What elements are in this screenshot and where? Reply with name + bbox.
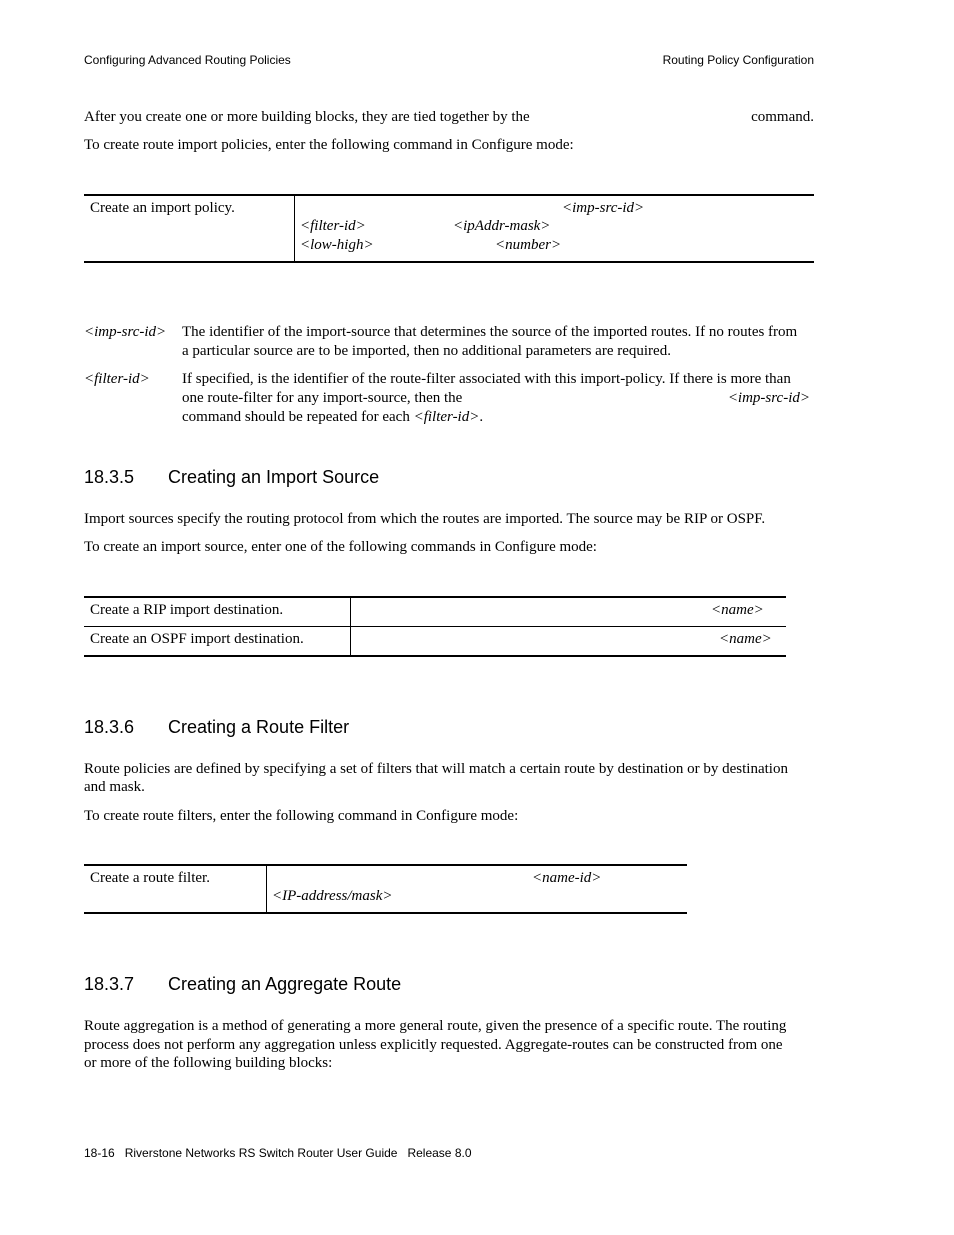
definition-text: The identifier of the import-source that determines the source of the imported routes. If no routes from: [182, 324, 798, 340]
definition-text: [182, 408, 483, 427]
definition-text-segment: .: [479, 409, 484, 425]
table-cell-command: <name>: [719, 631, 772, 647]
page-footer: 18-16 Riverstone Networks RS Switch Router User Guide Release 8.0: [84, 1146, 472, 1160]
table-divider: [266, 866, 267, 912]
table-divider: [350, 598, 351, 655]
section-title: Creating a Route Filter: [168, 717, 350, 737]
intro-line-1: After you create one or more building blocks, they are tied together by the: [84, 109, 530, 125]
table-cell-task: Create a route filter.: [90, 870, 210, 886]
cmd-imp-src-id: <imp-src-id>: [562, 200, 645, 216]
table-row-rule: [84, 626, 786, 627]
table-cell-command: <name>: [711, 602, 764, 618]
section-number: 18.3.6: [84, 717, 135, 737]
table-bottom-rule: [84, 261, 814, 263]
definition-text: one route-filter for any import-source, then the: [182, 390, 463, 406]
table-bottom-rule: [84, 912, 687, 914]
section-number: 18.3.7: [84, 974, 135, 994]
paragraph: Import sources specify the routing protocol from which the routes are imported. The source may be RIP or OSPF.: [84, 511, 766, 527]
cmd-low-high: <low-high>: [300, 237, 374, 253]
paragraph: or more of the following building blocks:: [84, 1055, 333, 1071]
intro-line-2: To create route import policies, enter the following command in Configure mode:: [84, 137, 574, 153]
paragraph: Route policies are defined by specifying a set of filters that will match a certain route by destination or by destination: [84, 761, 788, 777]
running-header-right: Routing Policy Configuration: [662, 53, 814, 67]
section-number: 18.3.5: [84, 467, 135, 487]
intro-line-1-end: command.: [751, 109, 814, 125]
paragraph: To create route filters, enter the following command in Configure mode:: [84, 808, 519, 824]
section-title: Creating an Import Source: [168, 467, 380, 487]
table-top-rule: [84, 864, 687, 866]
cmd-number: <number>: [495, 237, 562, 253]
paragraph: and mask.: [84, 779, 145, 795]
section-title: Creating an Aggregate Route: [168, 974, 402, 994]
definition-term: <filter-id>: [84, 371, 150, 387]
paragraph: To create an import source, enter one of the following commands in Configure mode:: [84, 539, 597, 555]
table-cell-task: Create an OSPF import destination.: [90, 631, 304, 647]
running-header-left: Configuring Advanced Routing Policies: [84, 53, 291, 67]
cmd-ip-address-mask: <IP-address/mask>: [272, 888, 393, 904]
table-bottom-rule: [84, 655, 786, 657]
definition-text: If specified, is the identifier of the route-filter associated with this import-policy. If there is more than: [182, 371, 791, 387]
cmd-name-id: <name-id>: [532, 870, 602, 886]
paragraph: Route aggregation is a method of generating a more general route, given the presence of a specific route. The routing: [84, 1018, 787, 1034]
cmd-filter-id: <filter-id>: [300, 218, 366, 234]
cmd-ipaddr-mask: <ipAddr-mask>: [453, 218, 551, 234]
table-top-rule: [84, 194, 814, 196]
definition-inline-term: <imp-src-id>: [727, 390, 810, 406]
table-top-rule: [84, 596, 786, 598]
definition-text: a particular source are to be imported, then no additional parameters are required.: [182, 343, 671, 359]
table-divider: [294, 196, 295, 261]
import-policy-task: Create an import policy.: [90, 200, 235, 216]
definition-text-segment: command should be repeated for each: [182, 409, 414, 425]
paragraph: process does not perform any aggregation unless explicitly requested. Aggregate-routes can be constructed from one: [84, 1037, 783, 1053]
table-cell-task: Create a RIP import destination.: [90, 602, 284, 618]
definition-term: <imp-src-id>: [84, 324, 167, 340]
definition-inline-term: <filter-id>: [413, 409, 480, 425]
